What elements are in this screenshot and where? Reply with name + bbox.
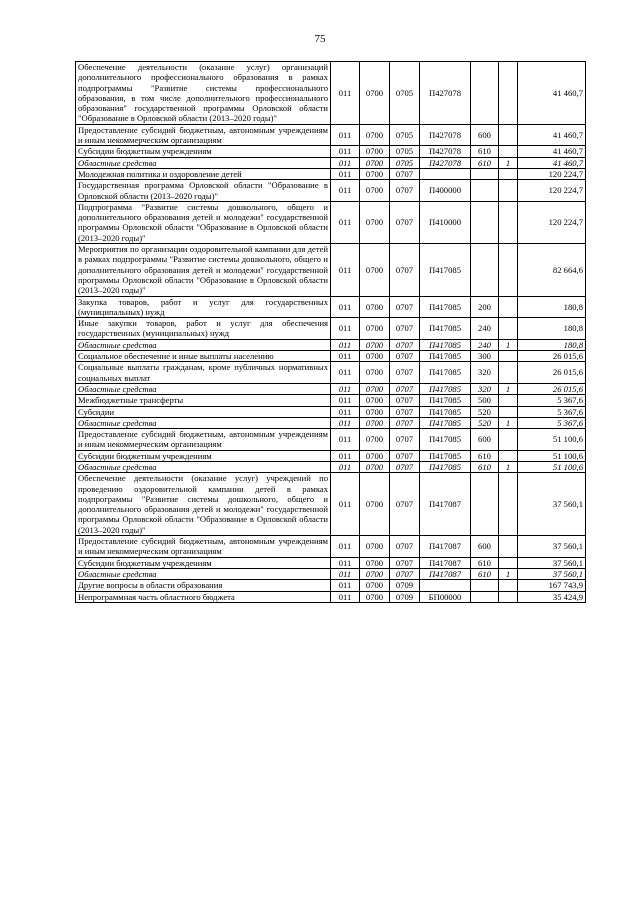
amount-cell: 120 224,7 xyxy=(518,168,586,179)
ministry-code-cell: 011 xyxy=(331,406,360,417)
row-name-cell: Областные средства xyxy=(76,461,331,472)
expense-type-code-cell xyxy=(471,580,499,591)
ministry-code-cell: 011 xyxy=(331,296,360,318)
ministry-code-cell: 011 xyxy=(331,339,360,350)
table-row xyxy=(76,557,586,568)
target-item-code-cell: П417085 xyxy=(420,244,471,296)
section-code-cell: 0700 xyxy=(360,568,390,579)
row-name-cell: Субсидии xyxy=(76,406,331,417)
expense-type-code-cell: 610 xyxy=(471,557,499,568)
section-code-cell: 0700 xyxy=(360,351,390,362)
funding-source-code-cell xyxy=(499,351,518,362)
section-code-cell: 0700 xyxy=(360,450,390,461)
section-code-cell: 0700 xyxy=(360,473,390,536)
target-item-code-cell xyxy=(420,168,471,179)
funding-source-code-cell: 1 xyxy=(499,568,518,579)
target-item-code-cell: П417085 xyxy=(420,351,471,362)
section-code-cell: 0700 xyxy=(360,180,390,202)
table-row xyxy=(76,146,586,157)
row-name-cell: Государственная программа Орловской области "Образование в Орловской области (2013–2020 годы)" xyxy=(76,180,331,202)
table-row xyxy=(76,124,586,146)
ministry-code-cell: 011 xyxy=(331,568,360,579)
table-row xyxy=(76,417,586,428)
amount-cell: 35 424,9 xyxy=(518,591,586,602)
amount-cell: 167 743,9 xyxy=(518,580,586,591)
target-item-code-cell: П417085 xyxy=(420,406,471,417)
expense-type-code-cell: 610 xyxy=(471,450,499,461)
row-name-cell: Молодежная политика и оздоровление детей xyxy=(76,168,331,179)
funding-source-code-cell xyxy=(499,244,518,296)
funding-source-code-cell: 1 xyxy=(499,461,518,472)
section-code-cell: 0700 xyxy=(360,557,390,568)
row-name-cell: Областные средства xyxy=(76,417,331,428)
table-row xyxy=(76,406,586,417)
ministry-code-cell: 011 xyxy=(331,157,360,168)
subsection-code-cell: 0707 xyxy=(390,180,420,202)
amount-cell: 51 100,6 xyxy=(518,450,586,461)
section-code-cell: 0700 xyxy=(360,157,390,168)
section-code-cell: 0700 xyxy=(360,580,390,591)
section-code-cell: 0700 xyxy=(360,395,390,406)
funding-source-code-cell xyxy=(499,296,518,318)
ministry-code-cell: 011 xyxy=(331,417,360,428)
table-row xyxy=(76,362,586,384)
target-item-code-cell: П410000 xyxy=(420,201,471,243)
table-row xyxy=(76,473,586,536)
budget-table xyxy=(75,61,586,603)
subsection-code-cell: 0707 xyxy=(390,383,420,394)
section-code-cell: 0700 xyxy=(360,124,390,146)
expense-type-code-cell xyxy=(471,180,499,202)
target-item-code-cell: П427078 xyxy=(420,146,471,157)
funding-source-code-cell xyxy=(499,62,518,125)
target-item-code-cell: П417085 xyxy=(420,339,471,350)
subsection-code-cell: 0707 xyxy=(390,395,420,406)
row-name-cell: Обеспечение деятельности (оказание услуг) учреждений по проведению оздоровительной кампании детей в рамках подпрограммы "Развитие системы дошкольного, общего и дополнительного образования детей и молодежи" государственной программы Орловской области "Образование в Орловской области (2013–2020 годы)" xyxy=(76,473,331,536)
budget-table-body xyxy=(76,62,586,603)
expense-type-code-cell: 600 xyxy=(471,429,499,451)
ministry-code-cell: 011 xyxy=(331,557,360,568)
expense-type-code-cell xyxy=(471,168,499,179)
funding-source-code-cell: 1 xyxy=(499,339,518,350)
subsection-code-cell: 0707 xyxy=(390,406,420,417)
subsection-code-cell: 0707 xyxy=(390,450,420,461)
section-code-cell: 0700 xyxy=(360,62,390,125)
amount-cell: 51 100,6 xyxy=(518,429,586,451)
target-item-code-cell: П417085 xyxy=(420,318,471,340)
row-name-cell: Субсидии бюджетным учреждениям xyxy=(76,146,331,157)
funding-source-code-cell xyxy=(499,536,518,558)
amount-cell: 82 664,6 xyxy=(518,244,586,296)
section-code-cell: 0700 xyxy=(360,296,390,318)
section-code-cell: 0700 xyxy=(360,168,390,179)
funding-source-code-cell xyxy=(499,557,518,568)
table-row xyxy=(76,568,586,579)
expense-type-code-cell: 500 xyxy=(471,395,499,406)
table-row xyxy=(76,339,586,350)
amount-cell: 5 367,6 xyxy=(518,406,586,417)
ministry-code-cell: 011 xyxy=(331,168,360,179)
row-name-cell: Непрограммная часть областного бюджета xyxy=(76,591,331,602)
target-item-code-cell: П427078 xyxy=(420,157,471,168)
table-row xyxy=(76,450,586,461)
section-code-cell: 0700 xyxy=(360,591,390,602)
subsection-code-cell: 0707 xyxy=(390,168,420,179)
section-code-cell: 0700 xyxy=(360,536,390,558)
funding-source-code-cell xyxy=(499,201,518,243)
table-row xyxy=(76,157,586,168)
target-item-code-cell: П400000 xyxy=(420,180,471,202)
table-row xyxy=(76,591,586,602)
amount-cell: 120 224,7 xyxy=(518,201,586,243)
table-row xyxy=(76,351,586,362)
funding-source-code-cell xyxy=(499,429,518,451)
section-code-cell: 0700 xyxy=(360,201,390,243)
expense-type-code-cell: 610 xyxy=(471,146,499,157)
row-name-cell: Субсидии бюджетным учреждениям xyxy=(76,450,331,461)
subsection-code-cell: 0705 xyxy=(390,124,420,146)
amount-cell: 37 560,1 xyxy=(518,568,586,579)
funding-source-code-cell xyxy=(499,580,518,591)
subsection-code-cell: 0707 xyxy=(390,339,420,350)
row-name-cell: Другие вопросы в области образования xyxy=(76,580,331,591)
ministry-code-cell: 011 xyxy=(331,591,360,602)
target-item-code-cell: БП00000 xyxy=(420,591,471,602)
amount-cell: 37 560,1 xyxy=(518,473,586,536)
subsection-code-cell: 0707 xyxy=(390,557,420,568)
subsection-code-cell: 0707 xyxy=(390,296,420,318)
ministry-code-cell: 011 xyxy=(331,450,360,461)
target-item-code-cell: П417085 xyxy=(420,395,471,406)
ministry-code-cell: 011 xyxy=(331,146,360,157)
expense-type-code-cell: 320 xyxy=(471,362,499,384)
target-item-code-cell: П417085 xyxy=(420,383,471,394)
funding-source-code-cell: 1 xyxy=(499,383,518,394)
section-code-cell: 0700 xyxy=(360,339,390,350)
expense-type-code-cell: 200 xyxy=(471,296,499,318)
target-item-code-cell: П427078 xyxy=(420,62,471,125)
amount-cell: 26 015,6 xyxy=(518,383,586,394)
ministry-code-cell: 011 xyxy=(331,244,360,296)
subsection-code-cell: 0705 xyxy=(390,62,420,125)
ministry-code-cell: 011 xyxy=(331,201,360,243)
funding-source-code-cell xyxy=(499,124,518,146)
ministry-code-cell: 011 xyxy=(331,318,360,340)
table-row xyxy=(76,180,586,202)
target-item-code-cell: П417085 xyxy=(420,296,471,318)
expense-type-code-cell: 600 xyxy=(471,536,499,558)
expense-type-code-cell xyxy=(471,244,499,296)
ministry-code-cell: 011 xyxy=(331,180,360,202)
subsection-code-cell: 0707 xyxy=(390,568,420,579)
funding-source-code-cell xyxy=(499,180,518,202)
row-name-cell: Областные средства xyxy=(76,339,331,350)
expense-type-code-cell: 520 xyxy=(471,417,499,428)
section-code-cell: 0700 xyxy=(360,383,390,394)
target-item-code-cell: П427078 xyxy=(420,124,471,146)
table-row xyxy=(76,318,586,340)
table-row xyxy=(76,201,586,243)
expense-type-code-cell: 240 xyxy=(471,339,499,350)
funding-source-code-cell xyxy=(499,362,518,384)
expense-type-code-cell: 610 xyxy=(471,157,499,168)
subsection-code-cell: 0707 xyxy=(390,417,420,428)
target-item-code-cell: П417085 xyxy=(420,461,471,472)
table-row xyxy=(76,580,586,591)
ministry-code-cell: 011 xyxy=(331,473,360,536)
amount-cell: 37 560,1 xyxy=(518,557,586,568)
row-name-cell: Социальные выплаты гражданам, кроме публичных нормативных социальных выплат xyxy=(76,362,331,384)
subsection-code-cell: 0707 xyxy=(390,429,420,451)
amount-cell: 51 100,6 xyxy=(518,461,586,472)
expense-type-code-cell: 520 xyxy=(471,406,499,417)
subsection-code-cell: 0707 xyxy=(390,351,420,362)
expense-type-code-cell xyxy=(471,473,499,536)
ministry-code-cell: 011 xyxy=(331,351,360,362)
target-item-code-cell: П417087 xyxy=(420,536,471,558)
target-item-code-cell: П417087 xyxy=(420,473,471,536)
amount-cell: 5 367,6 xyxy=(518,417,586,428)
section-code-cell: 0700 xyxy=(360,244,390,296)
funding-source-code-cell xyxy=(499,591,518,602)
table-row xyxy=(76,429,586,451)
ministry-code-cell: 011 xyxy=(331,362,360,384)
funding-source-code-cell xyxy=(499,406,518,417)
row-name-cell: Предоставление субсидий бюджетным, автономным учреждениям и иным некоммерческим организациям xyxy=(76,536,331,558)
amount-cell: 120 224,7 xyxy=(518,180,586,202)
row-name-cell: Межбюджетные трансферты xyxy=(76,395,331,406)
amount-cell: 37 560,1 xyxy=(518,536,586,558)
funding-source-code-cell xyxy=(499,473,518,536)
target-item-code-cell xyxy=(420,580,471,591)
row-name-cell: Подпрограмма "Развитие системы дошкольного, общего и дополнительного образования детей и молодежи" государственной программы Орловской области "Образование в Орловской области (2013–2020 годы)" xyxy=(76,201,331,243)
table-row xyxy=(76,168,586,179)
amount-cell: 41 460,7 xyxy=(518,62,586,125)
expense-type-code-cell: 320 xyxy=(471,383,499,394)
row-name-cell: Областные средства xyxy=(76,568,331,579)
ministry-code-cell: 011 xyxy=(331,395,360,406)
subsection-code-cell: 0707 xyxy=(390,201,420,243)
subsection-code-cell: 0707 xyxy=(390,318,420,340)
subsection-code-cell: 0707 xyxy=(390,244,420,296)
amount-cell: 26 015,6 xyxy=(518,362,586,384)
table-row xyxy=(76,383,586,394)
funding-source-code-cell: 1 xyxy=(499,157,518,168)
funding-source-code-cell xyxy=(499,168,518,179)
table-row xyxy=(76,395,586,406)
expense-type-code-cell: 610 xyxy=(471,461,499,472)
section-code-cell: 0700 xyxy=(360,406,390,417)
expense-type-code-cell: 600 xyxy=(471,124,499,146)
subsection-code-cell: 0709 xyxy=(390,580,420,591)
section-code-cell: 0700 xyxy=(360,318,390,340)
subsection-code-cell: 0707 xyxy=(390,536,420,558)
amount-cell: 180,8 xyxy=(518,296,586,318)
amount-cell: 41 460,7 xyxy=(518,124,586,146)
row-name-cell: Социальное обеспечение и иные выплаты населению xyxy=(76,351,331,362)
row-name-cell: Субсидии бюджетным учреждениям xyxy=(76,557,331,568)
expense-type-code-cell xyxy=(471,591,499,602)
subsection-code-cell: 0705 xyxy=(390,146,420,157)
amount-cell: 180,8 xyxy=(518,339,586,350)
ministry-code-cell: 011 xyxy=(331,429,360,451)
amount-cell: 41 460,7 xyxy=(518,146,586,157)
row-name-cell: Обеспечение деятельности (оказание услуг) организаций дополнительного профессионального образования в рамках подпрограммы "Развитие системы профессионального образования, в том числе дополнительного профессионального образования" государственной программы Орловской области "Образование в Орловской области (2013–2020 годы)" xyxy=(76,62,331,125)
section-code-cell: 0700 xyxy=(360,429,390,451)
subsection-code-cell: 0707 xyxy=(390,362,420,384)
target-item-code-cell: П417085 xyxy=(420,362,471,384)
target-item-code-cell: П417087 xyxy=(420,568,471,579)
section-code-cell: 0700 xyxy=(360,461,390,472)
section-code-cell: 0700 xyxy=(360,417,390,428)
table-row xyxy=(76,536,586,558)
row-name-cell: Закупка товаров, работ и услуг для государственных (муниципальных) нужд xyxy=(76,296,331,318)
amount-cell: 5 367,6 xyxy=(518,395,586,406)
row-name-cell: Предоставление субсидий бюджетным, автономным учреждениям и иным некоммерческим организациям xyxy=(76,124,331,146)
section-code-cell: 0700 xyxy=(360,362,390,384)
ministry-code-cell: 011 xyxy=(331,383,360,394)
subsection-code-cell: 0707 xyxy=(390,461,420,472)
subsection-code-cell: 0707 xyxy=(390,473,420,536)
target-item-code-cell: П417085 xyxy=(420,429,471,451)
ministry-code-cell: 011 xyxy=(331,580,360,591)
ministry-code-cell: 011 xyxy=(331,62,360,125)
target-item-code-cell: П417085 xyxy=(420,417,471,428)
funding-source-code-cell xyxy=(499,318,518,340)
funding-source-code-cell xyxy=(499,146,518,157)
row-name-cell: Областные средства xyxy=(76,383,331,394)
section-code-cell: 0700 xyxy=(360,146,390,157)
expense-type-code-cell: 610 xyxy=(471,568,499,579)
funding-source-code-cell: 1 xyxy=(499,417,518,428)
ministry-code-cell: 011 xyxy=(331,536,360,558)
amount-cell: 41 460,7 xyxy=(518,157,586,168)
target-item-code-cell: П417085 xyxy=(420,450,471,461)
subsection-code-cell: 0705 xyxy=(390,157,420,168)
expense-type-code-cell xyxy=(471,201,499,243)
funding-source-code-cell xyxy=(499,450,518,461)
row-name-cell: Мероприятия по организации оздоровительной кампании для детей в рамках подпрограммы "Развитие системы дошкольного, общего и дополнительного образования детей и молодежи" государственной программы Орловской области "Образование в Орловской области (2013–2020 годы)" xyxy=(76,244,331,296)
ministry-code-cell: 011 xyxy=(331,461,360,472)
expense-type-code-cell: 240 xyxy=(471,318,499,340)
row-name-cell: Областные средства xyxy=(76,157,331,168)
table-row xyxy=(76,296,586,318)
table-row xyxy=(76,461,586,472)
table-row xyxy=(76,62,586,125)
table-row xyxy=(76,244,586,296)
page-number: 75 xyxy=(314,33,326,45)
row-name-cell: Иные закупки товаров, работ и услуг для обеспечения государственных (муниципальных) нужд xyxy=(76,318,331,340)
subsection-code-cell: 0709 xyxy=(390,591,420,602)
amount-cell: 180,8 xyxy=(518,318,586,340)
ministry-code-cell: 011 xyxy=(331,124,360,146)
expense-type-code-cell: 300 xyxy=(471,351,499,362)
amount-cell: 26 015,6 xyxy=(518,351,586,362)
row-name-cell: Предоставление субсидий бюджетным, автономным учреждениям и иным некоммерческим организациям xyxy=(76,429,331,451)
expense-type-code-cell xyxy=(471,62,499,125)
target-item-code-cell: П417087 xyxy=(420,557,471,568)
funding-source-code-cell xyxy=(499,395,518,406)
